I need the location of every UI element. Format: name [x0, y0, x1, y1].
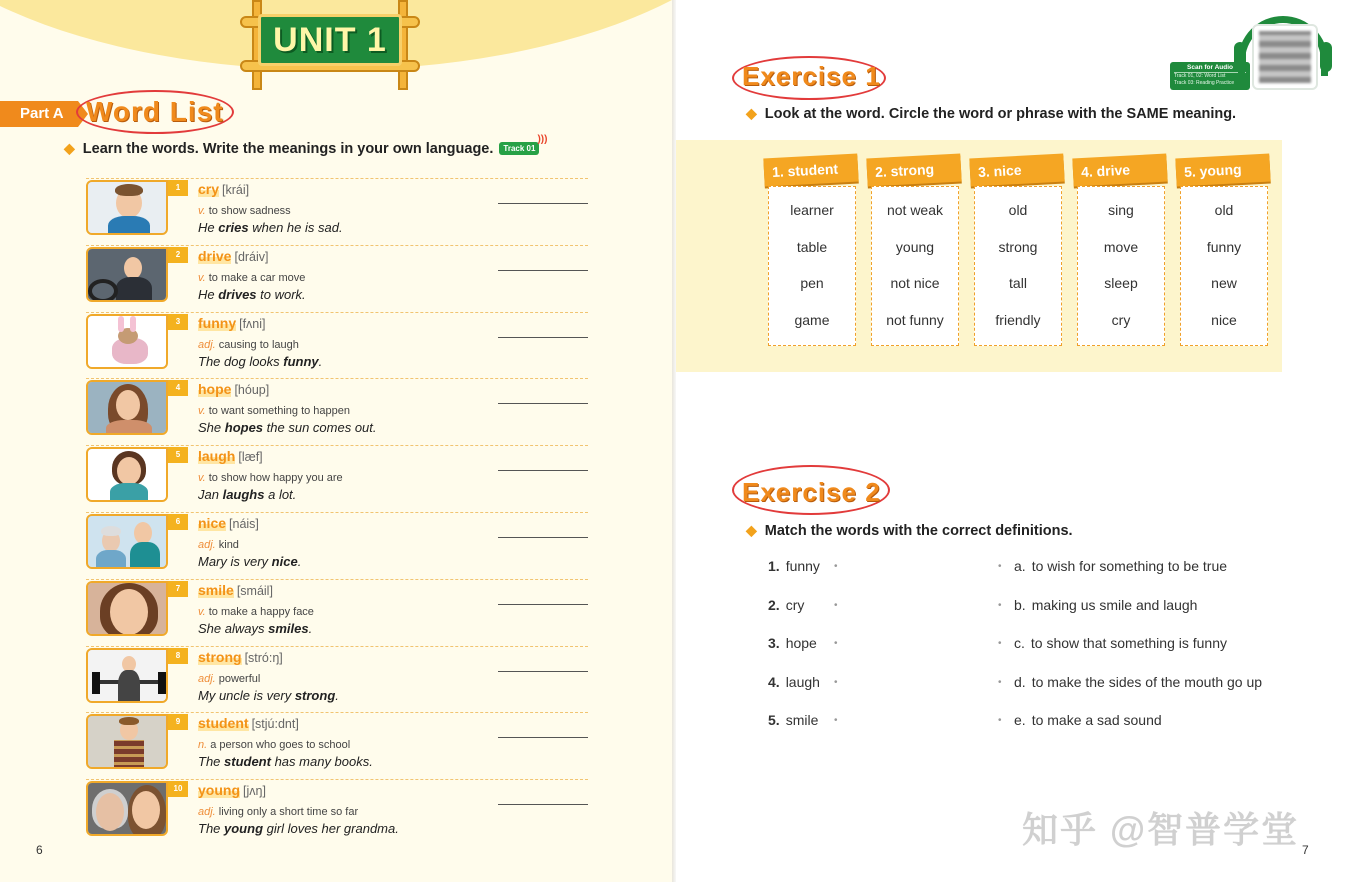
exercise-1-instruction — [746, 105, 1236, 122]
entry-headword-line — [198, 315, 266, 331]
exercise-2-instruction-text: Match the words with the correct definitions. — [764, 522, 1073, 539]
entry-example — [198, 754, 373, 769]
example-pre: The — [198, 754, 225, 770]
exercise-1-word-column — [1180, 186, 1268, 346]
match-number: 5. — [768, 712, 780, 728]
entry-pronunciation: [náis] — [229, 516, 259, 531]
match-dot-right[interactable]: • — [998, 715, 1002, 726]
match-definition-item — [1014, 635, 1227, 651]
word-entry — [86, 445, 588, 512]
match-letter: b. — [1014, 597, 1026, 613]
entry-word: hope — [198, 381, 232, 398]
entry-part-of-speech: adj. — [198, 538, 216, 551]
example-post: . — [318, 353, 323, 369]
match-letter: c. — [1014, 635, 1025, 651]
example-pre: He — [198, 220, 219, 235]
example-pre: The dog looks — [198, 353, 284, 369]
page-number-left: 6 — [36, 843, 43, 857]
laughing-girl-photo — [86, 447, 168, 502]
crying-boy-photo — [86, 180, 168, 235]
choice-word[interactable]: not funny — [886, 311, 944, 328]
entry-pronunciation: [stró:ŋ] — [244, 650, 283, 665]
entry-word: student — [198, 715, 249, 732]
entry-part-of-speech: v. — [198, 271, 206, 284]
entry-definition-line — [198, 606, 314, 618]
match-letter: e. — [1014, 712, 1026, 728]
example-pre: She — [198, 420, 225, 436]
choice-word[interactable]: pen — [800, 275, 824, 291]
word-entry — [86, 712, 588, 779]
match-word-item — [768, 674, 820, 690]
qr-code-audio[interactable] — [1238, 16, 1328, 94]
entry-definition: to make a happy face — [208, 605, 314, 618]
match-definition: to make the sides of the mouth go up — [1031, 674, 1263, 690]
entry-example — [198, 420, 377, 435]
man-driving-photo — [86, 247, 168, 302]
entry-definition: to show how happy you are — [208, 472, 343, 485]
example-post: when he is sad. — [248, 220, 343, 235]
girl-and-grandma-photo — [86, 781, 168, 836]
entry-headword-line — [198, 649, 283, 665]
match-definition-item — [1014, 712, 1162, 728]
word-entry — [86, 579, 588, 646]
example-keyword: drives — [218, 286, 257, 302]
match-number: 1. — [768, 558, 780, 574]
diamond-bullet-icon: ◆ — [746, 522, 757, 538]
example-post: a lot. — [264, 487, 297, 503]
match-word: smile — [785, 712, 819, 728]
example-post: . — [297, 553, 302, 569]
student-with-books-photo — [86, 714, 168, 769]
entry-pronunciation: [stjú:dnt] — [251, 717, 299, 732]
word-entry — [86, 312, 588, 379]
entry-number: 8 — [168, 648, 188, 664]
entry-word: laugh — [198, 448, 236, 465]
part-label: Part A — [0, 101, 78, 127]
choice-word[interactable]: move — [1103, 238, 1139, 255]
entry-part-of-speech: adj. — [198, 806, 216, 819]
entry-headword-line — [198, 448, 263, 464]
entry-pronunciation: [krái] — [222, 183, 250, 197]
match-word: cry — [785, 597, 805, 613]
entry-pronunciation: [jʌŋ] — [243, 784, 266, 799]
track-badge-label: Track 01 — [503, 144, 536, 153]
match-word: laugh — [785, 674, 820, 690]
entry-number: 1 — [168, 180, 188, 196]
example-keyword: cries — [218, 220, 249, 235]
exercise-1-column-head: 4. drive — [1072, 154, 1167, 187]
right-page — [676, 0, 1348, 882]
exercise-1-title: Exercise 1 — [742, 61, 881, 91]
entry-number: 5 — [168, 447, 188, 463]
exercise-2-title: Exercise 2 — [742, 477, 881, 507]
match-definition-item — [1014, 597, 1197, 613]
exercise-1-column-head: 5. young — [1175, 154, 1270, 187]
scan-title: Scan for Audio — [1174, 64, 1246, 73]
entry-definition-line — [198, 272, 305, 284]
meaning-answer-line[interactable] — [498, 337, 588, 338]
watermark: 知乎 @智普学堂 — [1022, 809, 1300, 850]
exercise-1-column-head: 2. strong — [866, 154, 961, 187]
audio-waves-icon: ))) — [537, 134, 548, 145]
unit-board — [258, 14, 402, 66]
match-definition: to wish for something to be true — [1031, 558, 1228, 574]
entry-part-of-speech: adj. — [198, 338, 216, 351]
word-entry — [86, 512, 588, 579]
choice-word[interactable]: cry — [1111, 311, 1131, 328]
qr-code-pattern — [1259, 31, 1311, 83]
word-entries — [86, 178, 588, 846]
entry-number: 10 — [168, 781, 188, 797]
entry-word: nice — [198, 514, 227, 531]
scan-line-2: Track 03: Reading Practice — [1174, 80, 1235, 86]
meaning-answer-line[interactable] — [498, 203, 588, 204]
exercise-2-instruction — [746, 522, 1073, 539]
instruction-text: Learn the words. Write the meanings in your own language. — [82, 140, 494, 157]
choice-word[interactable]: new — [1211, 275, 1237, 291]
entry-example — [198, 220, 343, 235]
choice-word[interactable]: learner — [790, 202, 834, 218]
entry-word: drive — [198, 247, 232, 264]
example-keyword: young — [224, 821, 264, 837]
entry-number: 4 — [168, 380, 188, 396]
example-post: . — [335, 687, 339, 703]
match-dot-left[interactable]: • — [834, 715, 838, 726]
exercise-1-column-head: 3. nice — [969, 154, 1064, 187]
entry-part-of-speech: n. — [198, 739, 208, 752]
match-dot-right[interactable]: • — [998, 600, 1002, 611]
meaning-answer-line[interactable] — [498, 671, 588, 672]
example-post: has many books. — [270, 754, 373, 770]
word-entry — [86, 178, 588, 245]
entry-definition-line — [198, 205, 291, 217]
entry-definition-line — [198, 739, 350, 751]
dog-in-bunny-costume-photo — [86, 314, 168, 369]
track-badge[interactable] — [499, 134, 548, 155]
weightlifter-photo — [86, 648, 168, 703]
match-definition-item — [1014, 558, 1227, 574]
entry-headword-line — [198, 181, 249, 197]
example-keyword: strong — [294, 687, 336, 703]
entry-definition-line — [198, 405, 350, 417]
choice-word[interactable]: nice — [1211, 311, 1237, 328]
entry-example — [198, 821, 399, 836]
choice-word[interactable]: game — [794, 311, 830, 328]
entry-definition: powerful — [218, 672, 261, 685]
match-word-item — [768, 635, 817, 651]
meaning-answer-line[interactable] — [498, 470, 588, 471]
diamond-bullet-icon: ◆ — [746, 105, 757, 121]
entry-word: cry — [198, 181, 220, 197]
example-keyword: hopes — [224, 420, 264, 436]
entry-definition-line — [198, 472, 343, 484]
exercise-1-column-head: 1. student — [763, 154, 858, 187]
match-word-item — [768, 712, 818, 728]
example-pre: My uncle is very — [198, 687, 295, 703]
entry-pronunciation: [smáil] — [236, 583, 273, 598]
entry-pronunciation: [læf] — [238, 450, 263, 465]
entry-headword-line — [198, 248, 269, 264]
entry-example — [198, 287, 306, 302]
entry-headword-line — [198, 515, 259, 531]
match-number: 3. — [768, 635, 780, 651]
choice-word[interactable]: not weak — [886, 202, 944, 218]
match-word-item — [768, 558, 820, 574]
example-pre: Jan — [198, 487, 223, 503]
page-number-right: 7 — [1302, 843, 1309, 857]
example-post: . — [308, 620, 313, 636]
entry-definition-line — [198, 806, 358, 818]
choice-word[interactable]: sing — [1108, 202, 1134, 218]
caregiver-with-elder-photo — [86, 514, 168, 569]
entry-example — [198, 554, 301, 569]
entry-example — [198, 487, 296, 502]
example-post: the sun comes out. — [263, 420, 377, 436]
section-title: Word List — [86, 96, 224, 127]
example-keyword: smiles — [268, 620, 309, 636]
choice-word[interactable]: not nice — [890, 275, 940, 291]
entry-definition: to show sadness — [208, 205, 291, 217]
choice-word[interactable]: old — [1008, 202, 1028, 218]
exercise-1-word-column — [768, 186, 856, 346]
example-pre: He — [198, 286, 219, 302]
entry-part-of-speech: v. — [198, 605, 206, 618]
entry-number: 9 — [168, 714, 188, 730]
word-list-instruction — [64, 134, 548, 157]
left-page — [0, 0, 672, 882]
match-definition: to make a sad sound — [1031, 712, 1162, 728]
entry-word: young — [198, 782, 240, 799]
entry-word: funny — [198, 314, 237, 331]
entry-headword-line — [198, 715, 299, 731]
entry-word: strong — [198, 648, 242, 665]
example-post: girl loves her grandma. — [263, 821, 399, 837]
match-definition: to show that something is funny — [1030, 635, 1227, 651]
match-definition: making us smile and laugh — [1031, 597, 1198, 613]
match-word: hope — [785, 635, 817, 651]
match-dot-left[interactable]: • — [834, 600, 838, 611]
smiling-woman-photo — [86, 581, 168, 636]
exercise-1-word-column — [871, 186, 959, 346]
hopeful-woman-photo — [86, 380, 168, 435]
meaning-answer-line[interactable] — [498, 403, 588, 404]
entry-pronunciation: [hóup] — [234, 383, 270, 398]
qr-code-icon — [1252, 24, 1318, 90]
example-keyword: funny — [283, 353, 319, 369]
entry-definition: a person who goes to school — [210, 739, 351, 752]
match-word-item — [768, 597, 804, 613]
entry-part-of-speech: v. — [198, 472, 206, 485]
match-dot-left[interactable]: • — [834, 677, 838, 688]
entry-part-of-speech: v. — [198, 405, 206, 418]
entry-headword-line — [198, 381, 269, 397]
entry-definition-line — [198, 539, 239, 551]
entry-number: 2 — [168, 247, 188, 263]
meaning-answer-line[interactable] — [498, 604, 588, 605]
meaning-answer-line[interactable] — [498, 737, 588, 738]
match-number: 2. — [768, 597, 780, 613]
choice-word[interactable]: young — [895, 238, 935, 255]
entry-definition: to want something to happen — [208, 405, 351, 418]
meaning-answer-line[interactable] — [498, 804, 588, 805]
choice-word[interactable]: funny — [1206, 238, 1242, 255]
exercise-1-word-column — [1077, 186, 1165, 346]
word-entry — [86, 245, 588, 312]
example-keyword: laughs — [222, 487, 265, 503]
exercise-1-word-column — [974, 186, 1062, 346]
example-pre: She always — [198, 620, 269, 636]
choice-word[interactable]: tall — [1009, 275, 1027, 291]
choice-word[interactable]: friendly — [995, 311, 1041, 328]
word-entry — [86, 779, 588, 846]
match-definition-item — [1014, 674, 1262, 690]
entry-definition: to make a car move — [208, 271, 306, 284]
match-dot-right[interactable]: • — [998, 677, 1002, 688]
choice-word[interactable]: old — [1214, 202, 1234, 218]
match-dot-left[interactable]: • — [834, 561, 838, 572]
meaning-answer-line[interactable] — [498, 537, 588, 538]
entry-headword-line — [198, 782, 266, 798]
entry-example — [198, 354, 322, 369]
scan-line-1: Track 01, 02: Word List — [1174, 73, 1226, 79]
example-post: to work. — [256, 286, 306, 302]
entry-number: 6 — [168, 514, 188, 530]
entry-part-of-speech: v. — [198, 205, 206, 217]
entry-definition: living only a short time so far — [218, 806, 359, 819]
headphone-cup-right — [1320, 42, 1332, 72]
match-letter: d. — [1014, 674, 1026, 690]
choice-word[interactable]: strong — [998, 238, 1038, 255]
match-dot-right[interactable]: • — [998, 638, 1002, 649]
entry-definition-line — [198, 339, 299, 351]
entry-pronunciation: [dráiv] — [234, 249, 269, 264]
entry-number: 3 — [168, 314, 188, 330]
entry-definition: causing to laugh — [218, 338, 299, 351]
entry-definition-line — [198, 673, 260, 685]
example-keyword: student — [224, 754, 271, 770]
entry-word: smile — [198, 581, 234, 598]
example-pre: Mary is very — [198, 553, 272, 569]
entry-headword-line — [198, 582, 273, 598]
meaning-answer-line[interactable] — [498, 270, 588, 271]
example-keyword: nice — [271, 553, 298, 569]
unit-banner — [240, 0, 420, 86]
example-pre: The — [198, 821, 225, 837]
word-entry — [86, 378, 588, 445]
choice-word[interactable]: table — [796, 238, 828, 255]
match-letter: a. — [1014, 558, 1026, 574]
entry-pronunciation: [fʌni] — [239, 316, 266, 331]
entry-definition: kind — [218, 538, 239, 551]
entry-example — [198, 688, 339, 703]
diamond-bullet-icon: ◆ — [64, 140, 75, 156]
match-dot-right[interactable]: • — [998, 561, 1002, 572]
match-word: funny — [785, 558, 820, 574]
choice-word[interactable]: sleep — [1104, 275, 1138, 291]
unit-label: UNIT 1 — [273, 20, 387, 59]
match-number: 4. — [768, 674, 780, 690]
headphone-cup-left — [1234, 42, 1246, 72]
word-entry — [86, 646, 588, 713]
match-dot-left[interactable]: • — [834, 638, 838, 649]
entry-number: 7 — [168, 581, 188, 597]
entry-example — [198, 621, 312, 636]
entry-part-of-speech: adj. — [198, 672, 216, 685]
exercise-1-instruction-text: Look at the word. Circle the word or phrase with the SAME meaning. — [764, 105, 1237, 122]
